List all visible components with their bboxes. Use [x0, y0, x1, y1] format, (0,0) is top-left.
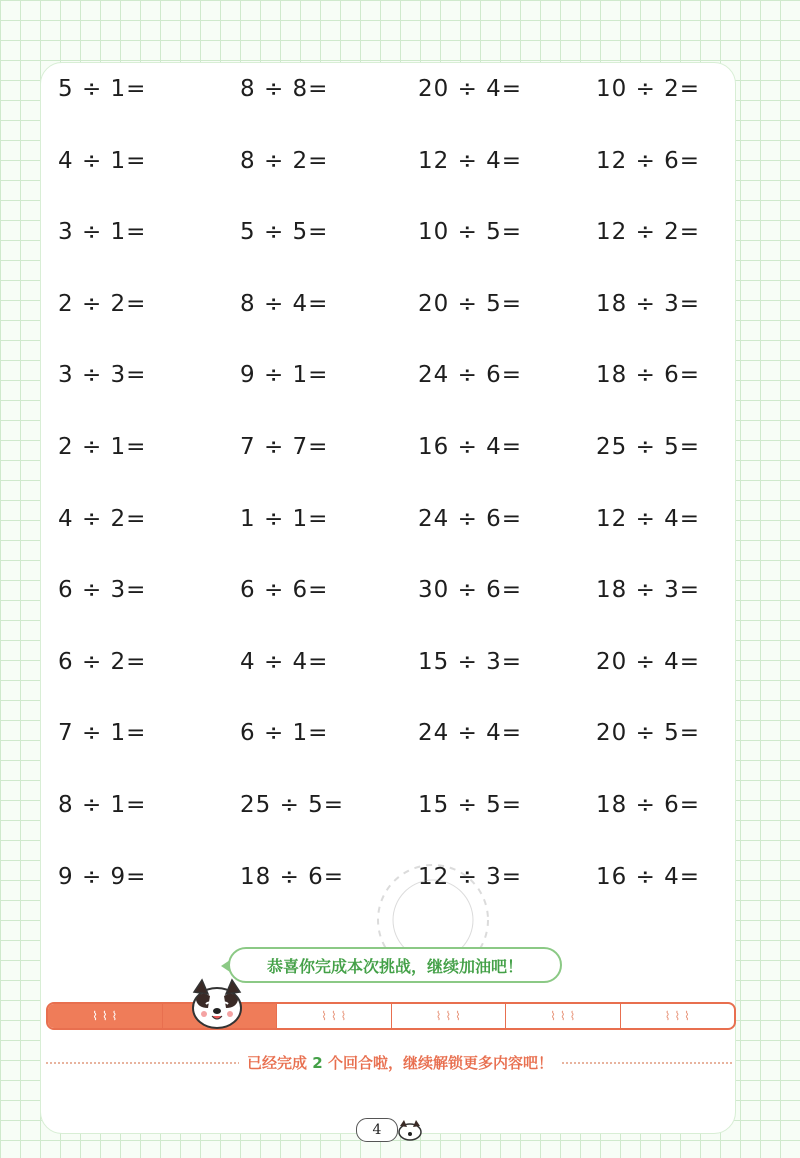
problem-9-2: 4 ÷ 4=	[240, 648, 329, 675]
problem-9-1: 6 ÷ 2=	[58, 648, 147, 675]
problem-8-2: 6 ÷ 6=	[240, 577, 329, 604]
bone-icon: ⌇ ⌇ ⌇	[664, 1009, 690, 1023]
problem-2-1: 4 ÷ 1=	[58, 147, 147, 174]
progress-segment	[277, 1004, 392, 1028]
problem-7-4: 12 ÷ 4=	[596, 505, 701, 532]
problem-1-3: 20 ÷ 4=	[418, 76, 523, 102]
problem-8-4: 18 ÷ 3=	[596, 577, 701, 604]
problem-10-1: 7 ÷ 1=	[58, 720, 147, 747]
problem-1-4: 10 ÷ 2=	[596, 76, 701, 102]
problem-5-1: 3 ÷ 3=	[58, 362, 147, 389]
problem-7-1: 4 ÷ 2=	[58, 505, 147, 532]
problem-4-1: 2 ÷ 2=	[58, 290, 147, 317]
problem-7-2: 1 ÷ 1=	[240, 505, 329, 532]
problem-8-3: 30 ÷ 6=	[418, 577, 523, 604]
problem-11-1: 8 ÷ 1=	[58, 792, 147, 818]
bone-icon: ⌇ ⌇ ⌇	[435, 1009, 461, 1023]
completion-message	[0, 1052, 800, 1073]
problem-5-4: 18 ÷ 6=	[596, 362, 701, 389]
page-number-text: 4	[372, 1122, 382, 1138]
problem-4-2: 8 ÷ 4=	[240, 290, 329, 317]
problem-6-1: 2 ÷ 1=	[58, 434, 147, 460]
problem-10-3: 24 ÷ 4=	[418, 720, 523, 747]
problem-12-1: 9 ÷ 9=	[58, 863, 147, 890]
problem-11-4: 18 ÷ 6=	[596, 792, 701, 818]
bone-icon: ⌇ ⌇ ⌇	[92, 1009, 118, 1023]
problem-9-4: 20 ÷ 4=	[596, 648, 701, 675]
problem-4-3: 20 ÷ 5=	[418, 290, 523, 317]
problem-12-2: 18 ÷ 6=	[240, 863, 345, 890]
problem-5-2: 9 ÷ 1=	[240, 362, 329, 389]
progress-segment	[48, 1004, 163, 1028]
problem-3-1: 3 ÷ 1=	[58, 219, 147, 246]
completion-prefix: 已经完成	[247, 1054, 308, 1072]
problem-9-3: 15 ÷ 3=	[418, 648, 523, 675]
problem-7-3: 24 ÷ 6=	[418, 505, 523, 532]
dog-mascot-icon	[186, 978, 248, 1030]
completion-suffix: 个回合啦，继续解锁更多内容吧！	[327, 1054, 553, 1072]
problem-6-3: 16 ÷ 4=	[418, 434, 523, 460]
problem-2-2: 8 ÷ 2=	[240, 147, 329, 174]
congrats-bubble	[228, 947, 562, 983]
problem-12-3: 12 ÷ 3=	[418, 863, 523, 890]
problem-12-4: 16 ÷ 4=	[596, 863, 701, 890]
problem-4-4: 18 ÷ 3=	[596, 290, 701, 317]
progress-segment	[621, 1004, 735, 1028]
bone-icon: ⌇ ⌇ ⌇	[321, 1009, 347, 1023]
problem-11-2: 25 ÷ 5=	[240, 792, 345, 818]
problem-3-4: 12 ÷ 2=	[596, 219, 701, 246]
page-number	[356, 1118, 398, 1142]
problem-5-3: 24 ÷ 6=	[418, 362, 523, 389]
problem-1-2: 8 ÷ 8=	[240, 76, 329, 102]
completion-count: 2	[312, 1054, 323, 1072]
problem-1-1: 5 ÷ 1=	[58, 76, 147, 102]
problem-2-4: 12 ÷ 6=	[596, 147, 701, 174]
problem-3-3: 10 ÷ 5=	[418, 219, 523, 246]
bone-icon: ⌇ ⌇ ⌇	[550, 1009, 576, 1023]
footer-dog-icon	[394, 1116, 424, 1142]
problem-2-3: 12 ÷ 4=	[418, 147, 523, 174]
problem-8-1: 6 ÷ 3=	[58, 577, 147, 604]
problem-6-2: 7 ÷ 7=	[240, 434, 329, 460]
progress-bar	[46, 1002, 736, 1030]
problem-6-4: 25 ÷ 5=	[596, 434, 701, 460]
progress-segment	[506, 1004, 621, 1028]
problem-11-3: 15 ÷ 5=	[418, 792, 523, 818]
progress-segment	[392, 1004, 507, 1028]
problem-3-2: 5 ÷ 5=	[240, 219, 329, 246]
problem-10-4: 20 ÷ 5=	[596, 720, 701, 747]
problem-grid	[58, 76, 738, 906]
problem-10-2: 6 ÷ 1=	[240, 720, 329, 747]
congrats-text: 恭喜你完成本次挑战，继续加油吧！	[266, 956, 523, 976]
